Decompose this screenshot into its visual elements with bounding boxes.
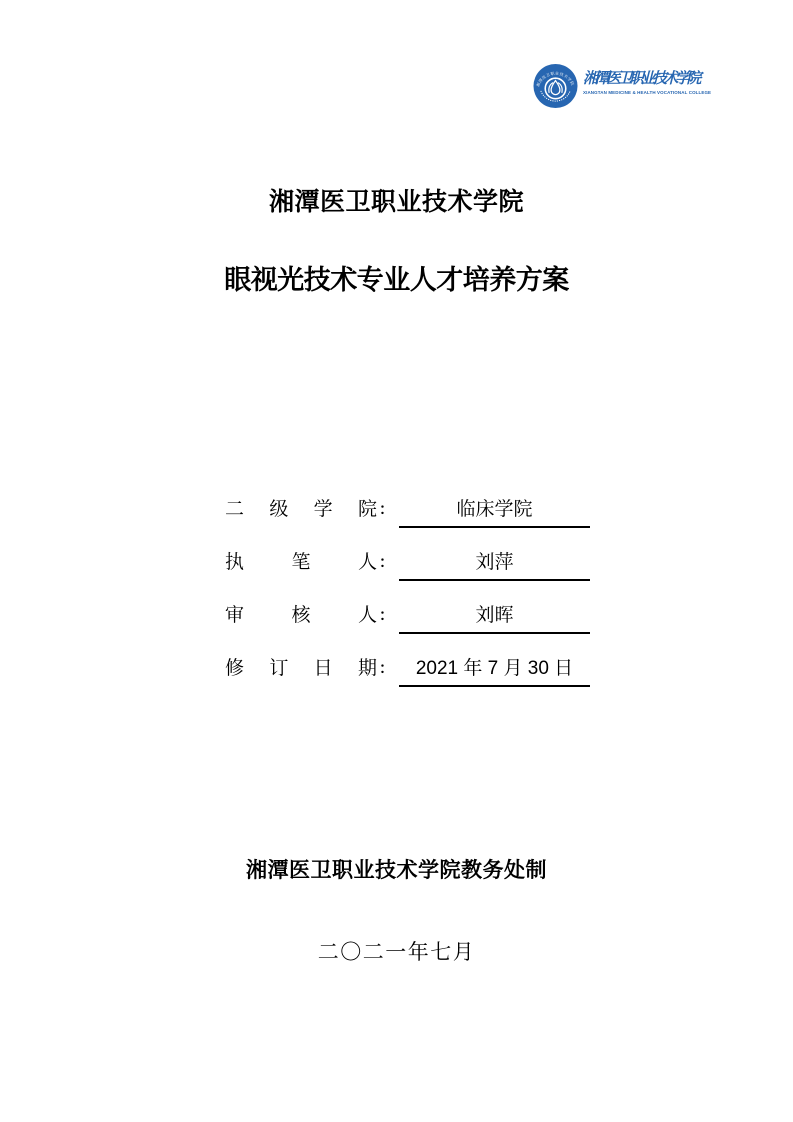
department-label: 二 级 学 院 — [225, 499, 377, 520]
revision-date-label: 修 订 日 期 — [225, 658, 377, 679]
colon-separator: ： — [379, 660, 395, 677]
seal-ring-text: 湘潭医卫职业技术学院 — [535, 70, 576, 88]
form-row-reviewer — [225, 603, 590, 656]
issuer-line: 湘潭医卫职业技术学院教务处制 — [246, 858, 547, 882]
colon-separator: ： — [379, 607, 395, 624]
college-seal-icon — [533, 63, 578, 109]
logo-calligraphy-name: 湘潭医卫职业技术学院 — [583, 71, 699, 87]
colon-separator: ： — [379, 501, 395, 518]
author-value: 刘萍 — [399, 550, 590, 581]
form-row-department — [225, 497, 590, 550]
college-logo — [533, 63, 712, 109]
date-line: 二〇二一年七月 — [317, 940, 476, 964]
reviewer-value: 刘晖 — [399, 603, 590, 634]
form-row-author — [225, 550, 590, 603]
logo-text-block — [583, 63, 712, 99]
document-title: 眼视光技术专业人才培养方案 — [224, 265, 569, 295]
department-value: 临床学院 — [399, 497, 590, 528]
cover-form — [225, 497, 590, 709]
author-label: 执 笔 人 — [225, 552, 377, 573]
revision-date-value: 2021 年 7 月 30 日 — [399, 656, 590, 687]
form-row-revision-date — [225, 656, 590, 709]
colon-separator: ： — [379, 554, 395, 571]
logo-english-name: XIANGTAN MEDICINE & HEALTH VOCATIONAL COLLEGE — [583, 90, 712, 96]
reviewer-label: 审 核 人 — [225, 605, 377, 626]
college-title: 湘潭医卫职业技术学院 — [268, 189, 524, 216]
